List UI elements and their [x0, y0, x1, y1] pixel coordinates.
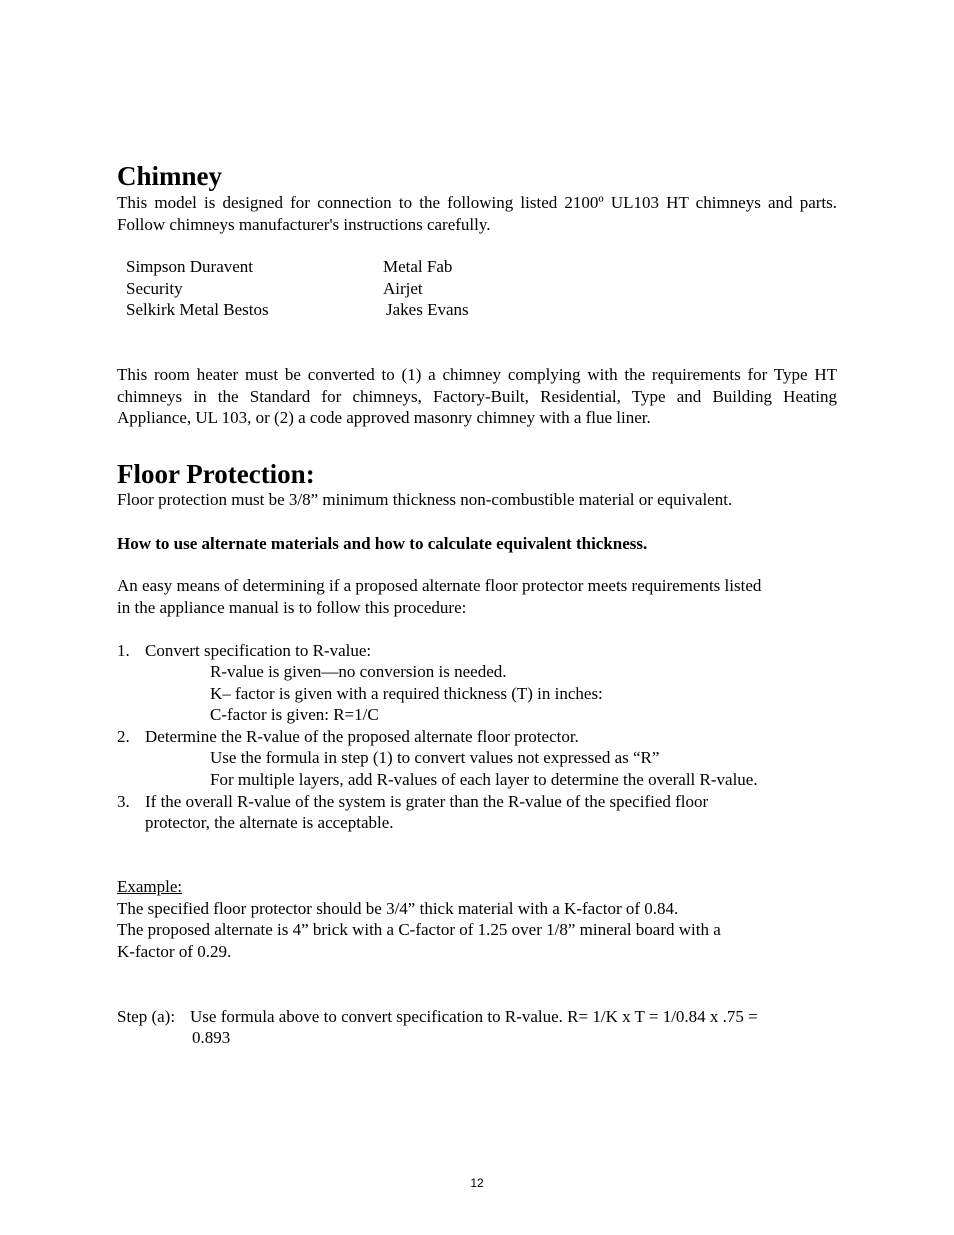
chimney-intro: This model is designed for connection to the following listed 2100º UL103 HT chimneys and parts. Follow chimneys manufacturer's instructions carefully.	[117, 193, 837, 234]
chimney-conversion: This room heater must be converted to (1) a chimney complying with the requirements for Type HT chimneys in the Standard for chimneys, Factory-Built, Residential, Type and Building Heating Appliance, UL 103, or (2) a code approved masonry chimney with a flue liner.	[117, 365, 837, 427]
example-line-2: The proposed alternate is 4” brick with a C-factor of 1.25 over 1/8” mineral board with a	[117, 920, 721, 939]
step-a-text-line-2: 0.893	[192, 1028, 231, 1047]
manufacturer-right-2: Airjet	[383, 279, 423, 298]
manufacturer-left-3: Selkirk Metal Bestos	[126, 300, 269, 319]
step-a-label: Step (a):	[117, 1007, 176, 1026]
example-line-3: K-factor of 0.29.	[117, 942, 232, 961]
chimney-heading: Chimney	[117, 161, 223, 191]
step-2-number: 2.	[117, 727, 130, 746]
procedure-intro-line-1: An easy means of determining if a proposed alternate floor protector meets requirements listed	[117, 576, 762, 595]
manufacturer-left-2: Security	[126, 279, 183, 298]
procedure-intro-line-2: in the appliance manual is to follow this procedure:	[117, 598, 467, 617]
step-1-number: 1.	[117, 641, 130, 660]
step-3-number: 3.	[117, 792, 130, 811]
step-1-sub-1: R-value is given—no conversion is needed.	[210, 662, 507, 681]
step-1-sub-3: C-factor is given: R=1/C	[210, 705, 379, 724]
step-2-sub-1: Use the formula in step (1) to convert values not expressed as “R”	[210, 748, 660, 767]
step-3-text-line-2: protector, the alternate is acceptable.	[145, 813, 394, 832]
step-2-text: Determine the R-value of the proposed alternate floor protector.	[145, 727, 579, 746]
example-label: Example:	[117, 877, 183, 896]
floor-protection-heading: Floor Protection:	[117, 459, 315, 489]
step-3-text-line-1: If the overall R-value of the system is grater than the R-value of the specified floor	[145, 792, 709, 811]
example-line-1: The specified floor protector should be 3/4” thick material with a K-factor of 0.84.	[117, 899, 679, 918]
manufacturer-right-3: Jakes Evans	[386, 300, 469, 319]
page-number: 12	[470, 1176, 484, 1190]
manufacturer-left-1: Simpson Duravent	[126, 257, 254, 276]
manufacturer-right-1: Metal Fab	[383, 257, 453, 276]
alternate-materials-subheading: How to use alternate materials and how to calculate equivalent thickness.	[117, 534, 648, 553]
step-1-sub-2: K– factor is given with a required thickness (T) in inches:	[210, 684, 603, 703]
step-1-text: Convert specification to R-value:	[145, 641, 372, 660]
floor-requirement: Floor protection must be 3/8” minimum thickness non-combustible material or equivalent.	[117, 490, 733, 509]
step-a-text-line-1: Use formula above to convert specification to R-value. R= 1/K x T = 1/0.84 x .75 =	[190, 1007, 758, 1026]
step-2-sub-2: For multiple layers, add R-values of each layer to determine the overall R-value.	[210, 770, 758, 789]
